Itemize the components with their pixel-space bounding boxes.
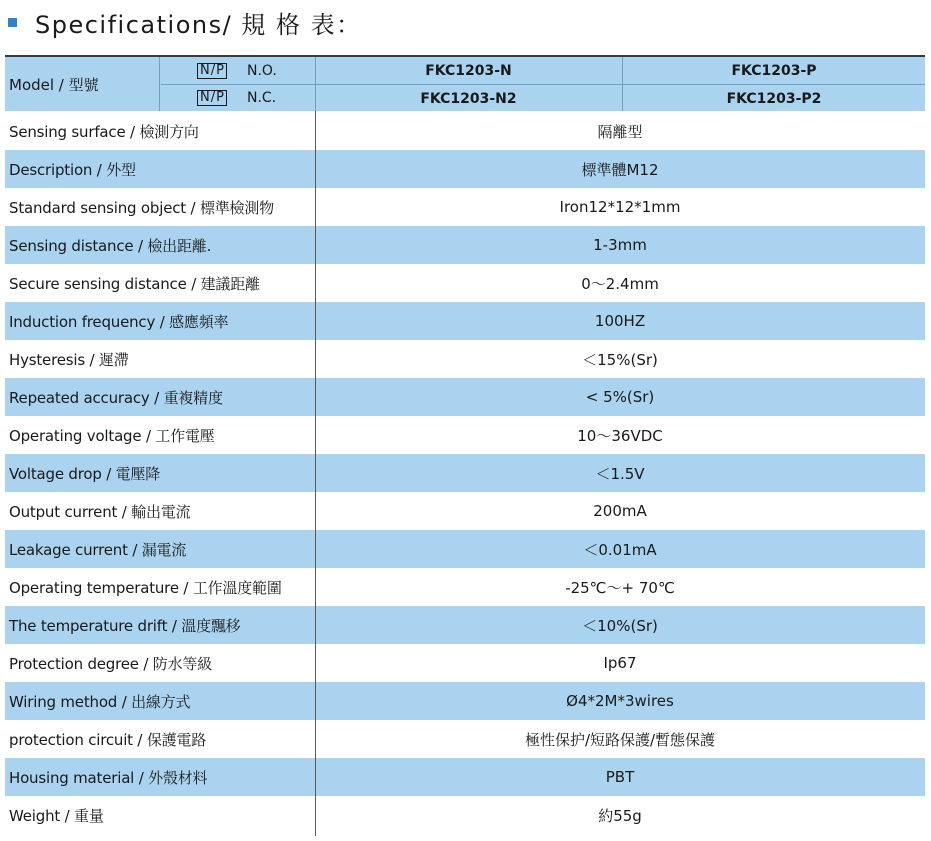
model-nc-p: FKC1203-P2 <box>726 90 822 107</box>
spec-row <box>5 720 925 758</box>
nc-type-label: N.C. <box>246 90 277 106</box>
spec-row <box>5 150 925 188</box>
page-title: Specifications/ 規 格 表： <box>35 10 362 39</box>
spec-label: Wiring method / 出線方式 <box>9 692 191 711</box>
spec-label: The temperature drift / 溫度飄移 <box>9 616 241 635</box>
spec-value: -25℃～+ 70℃ <box>565 578 675 597</box>
spec-row <box>5 530 925 568</box>
spec-value: 隔離型 <box>597 122 643 141</box>
no-type-label: N.O. <box>246 63 277 79</box>
spec-value: ＜10%(Sr) <box>582 616 658 635</box>
spec-row <box>5 796 925 834</box>
spec-label: Repeated accuracy / 重複精度 <box>9 388 223 407</box>
model-no-n: FKC1203-N <box>425 62 512 79</box>
spec-value: 約55g <box>598 806 642 825</box>
spec-value: Iron12*12*1mm <box>559 198 681 216</box>
spec-value: ＜0.01mA <box>583 540 657 559</box>
spec-row <box>5 112 925 150</box>
square-bullet-icon <box>8 18 17 27</box>
spec-rows <box>5 112 925 834</box>
no-type-cell <box>161 58 315 85</box>
spec-value: 200mA <box>593 502 647 520</box>
spec-value: PBT <box>605 768 635 786</box>
spec-value: < 5%(Sr) <box>585 388 655 406</box>
spec-row <box>5 264 925 302</box>
spec-label: Weight / 重量 <box>9 806 104 825</box>
spec-label: Housing material / 外殼材料 <box>9 768 208 787</box>
spec-label: Description / 外型 <box>9 160 136 179</box>
spec-label: Induction frequency / 感應頻率 <box>9 312 229 331</box>
spec-value: 極性保护/短路保護/暫態保護 <box>524 730 716 749</box>
page-title-row <box>8 4 362 40</box>
spec-value: Ip67 <box>603 654 637 672</box>
model-no-p: FKC1203-P <box>731 62 817 79</box>
spec-row <box>5 416 925 454</box>
column-divider <box>315 111 316 836</box>
nc-type-cell <box>161 85 315 111</box>
spec-row <box>5 454 925 492</box>
spec-label: Hysteresis / 遲滯 <box>9 350 129 369</box>
model-header-label: Model / 型號 <box>5 57 160 111</box>
spec-row <box>5 758 925 796</box>
spec-label: Secure sensing distance / 建議距離 <box>9 274 260 293</box>
spec-row <box>5 606 925 644</box>
spec-value: 100HZ <box>594 312 646 330</box>
spec-row <box>5 378 925 416</box>
spec-row <box>5 188 925 226</box>
spec-value: 標準體M12 <box>581 160 659 179</box>
spec-value: 0～2.4mm <box>581 274 659 293</box>
spec-value: ＜15%(Sr) <box>582 350 658 369</box>
spec-row <box>5 340 925 378</box>
model-nc-n: FKC1203-N2 <box>420 90 517 107</box>
spec-row <box>5 492 925 530</box>
spec-row <box>5 682 925 720</box>
spec-label: Sensing surface / 檢測方向 <box>9 122 199 141</box>
spec-label: Sensing distance / 檢出距離. <box>9 236 212 255</box>
spec-row <box>5 568 925 606</box>
np-badge: N/P <box>197 90 227 106</box>
np-badge: N/P <box>197 63 227 79</box>
spec-label: Operating temperature / 工作溫度範圍 <box>9 578 282 597</box>
spec-row <box>5 644 925 682</box>
spec-label: Output current / 輸出電流 <box>9 502 191 521</box>
spec-label: Operating voltage / 工作電壓 <box>9 426 215 445</box>
table-header <box>5 57 925 111</box>
spec-label: Voltage drop / 電壓降 <box>9 464 161 483</box>
spec-value: Ø4*2M*3wires <box>566 692 674 710</box>
spec-label: Leakage current / 漏電流 <box>9 540 187 559</box>
spec-label: protection circuit / 保護電路 <box>9 730 207 749</box>
spec-row <box>5 226 925 264</box>
spec-value: 10～36VDC <box>577 426 663 445</box>
spec-value: ＜1.5V <box>595 464 645 483</box>
spec-value: 1-3mm <box>593 236 647 254</box>
spec-label: Standard sensing object / 標準檢測物 <box>9 198 274 217</box>
spec-row <box>5 302 925 340</box>
spec-label: Protection degree / 防水等級 <box>9 654 213 673</box>
